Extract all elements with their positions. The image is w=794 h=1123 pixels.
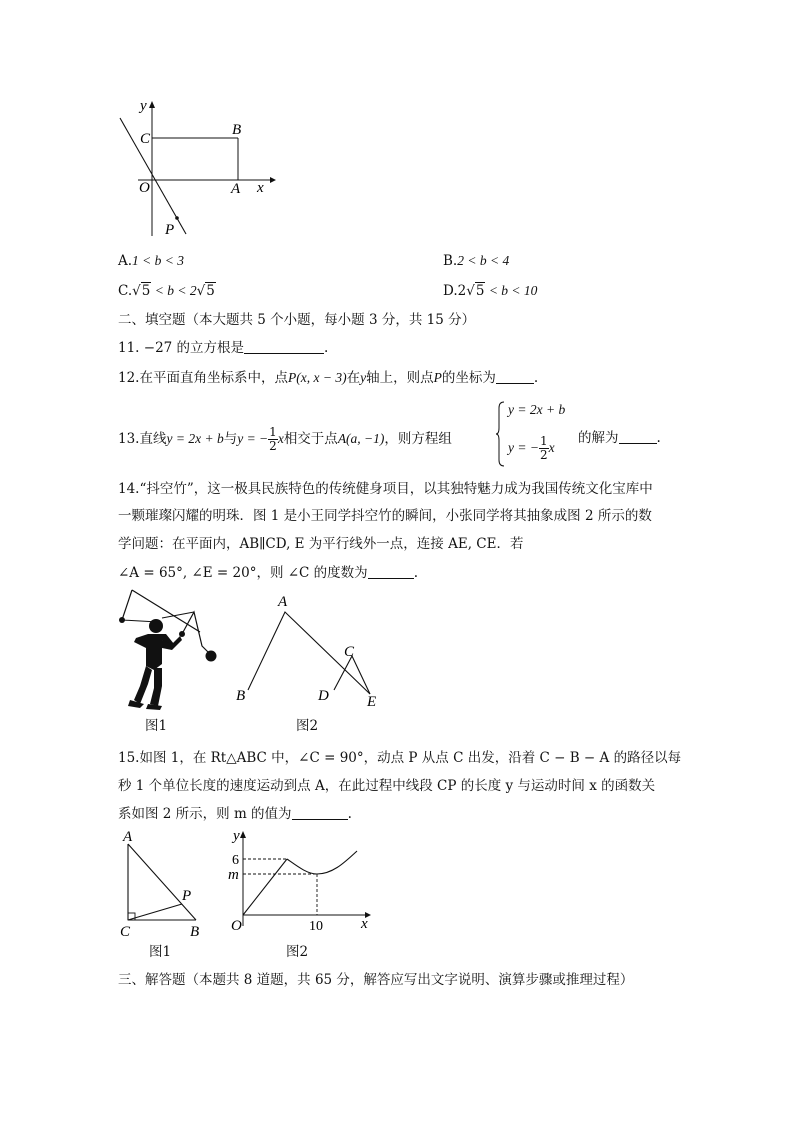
- label-E: E: [367, 694, 377, 710]
- q14-fig1-label: 图1: [145, 718, 168, 734]
- tick-m: m: [228, 867, 239, 883]
- question-13: 13.直线y = 2x + b与y = − $\frac{1}{2}$ x相交于点A(a, −1)，则方程组 y = 2x + b y = − $\frac{1}{2}$ x 的解为 .: [118, 400, 678, 470]
- label-C: C: [344, 644, 355, 660]
- diabolo-player-figure: [110, 588, 230, 713]
- label-A: A: [278, 594, 288, 610]
- option-b: B.2 < b < 4: [443, 253, 510, 269]
- system-brace: [496, 400, 506, 468]
- label-A: A: [231, 181, 241, 197]
- system-eq2: y = − $\frac{1}{2}$ x: [508, 434, 555, 462]
- label-y: y: [140, 98, 147, 114]
- label-D: D: [318, 688, 329, 704]
- coordinate-figure: [110, 96, 280, 241]
- answer-blank-12: [496, 369, 534, 384]
- q14-fig2-label: 图2: [296, 718, 319, 734]
- q15-fig1-label: 图1: [149, 944, 172, 960]
- section3-heading: 三、解答题（本题共 8 道题，共 65 分，解答应写出文字说明、演算步骤或推理过程）: [118, 972, 634, 988]
- label-C: C: [120, 924, 131, 940]
- axis-label-x: x: [361, 916, 368, 932]
- tick-6: 6: [232, 853, 239, 868]
- axis-label-y: y: [233, 828, 240, 844]
- label-B: B: [236, 688, 246, 704]
- q15-line-2: 秒 1 个单位长度的速度运动到点 A，在此过程中线段 CP 的长度 y 与运动时间 x 的函数关: [118, 778, 656, 794]
- q15-fig2-label: 图2: [286, 944, 309, 960]
- label-B: B: [190, 924, 200, 940]
- label-O: O: [139, 180, 150, 196]
- label-P: P: [182, 888, 192, 904]
- q14-line-4: ∠A = 65°, ∠E = 20°，则 ∠C 的度数为 .: [118, 565, 418, 581]
- label-B: B: [232, 122, 242, 138]
- q14-line-2: 一颗璀璨闪耀的明珠．图 1 是小王同学抖空竹的瞬间，小张同学将其抽象成图 2 所示的数: [118, 508, 652, 524]
- q14-line-1: 14.“抖空竹”，这一极具民族特色的传统健身项目，以其独特魅力成为我国传统文化宝库中: [118, 481, 653, 497]
- label-O: O: [231, 918, 242, 934]
- function-graph-figure-2: [225, 826, 375, 936]
- tick-10: 10: [309, 919, 323, 934]
- option-a: A.1 < b < 3: [118, 253, 185, 269]
- answer-blank-13: [619, 429, 657, 444]
- triangle-figure-1: [112, 828, 212, 940]
- q15-line-1: 15.如图 1，在 Rt△ABC 中，∠C = 90°，动点 P 从点 C 出发，沿着 C − B − A 的路径以每: [118, 750, 682, 766]
- label-A: A: [123, 829, 133, 845]
- label-P: P: [165, 222, 175, 238]
- q15-line-3: 系如图 2 所示，则 m 的值为 .: [118, 806, 352, 822]
- answer-blank-15: [292, 805, 348, 820]
- geometry-figure-2: [230, 590, 390, 712]
- question-12: 12.在平面直角坐标系中，点P(x, x − 3)在y轴上，则点P的坐标为 .: [118, 370, 539, 386]
- label-x: x: [257, 180, 264, 196]
- label-C: C: [140, 131, 151, 147]
- q14-line-3: 学问题：在平面内，AB∥CD, E 为平行线外一点，连接 AE, CE．若: [118, 536, 524, 552]
- system-eq1: y = 2x + b: [508, 402, 566, 417]
- section2-heading: 二、填空题（本大题共 5 个小题，每小题 3 分，共 15 分）: [118, 312, 476, 328]
- answer-blank-11: [244, 339, 324, 354]
- answer-blank-14: [368, 564, 414, 579]
- option-c: C.√5 < b < 2√5: [118, 283, 215, 299]
- question-11: 11. −27 的立方根是 .: [118, 340, 329, 356]
- option-d: D.2√5 < b < 10: [443, 283, 538, 299]
